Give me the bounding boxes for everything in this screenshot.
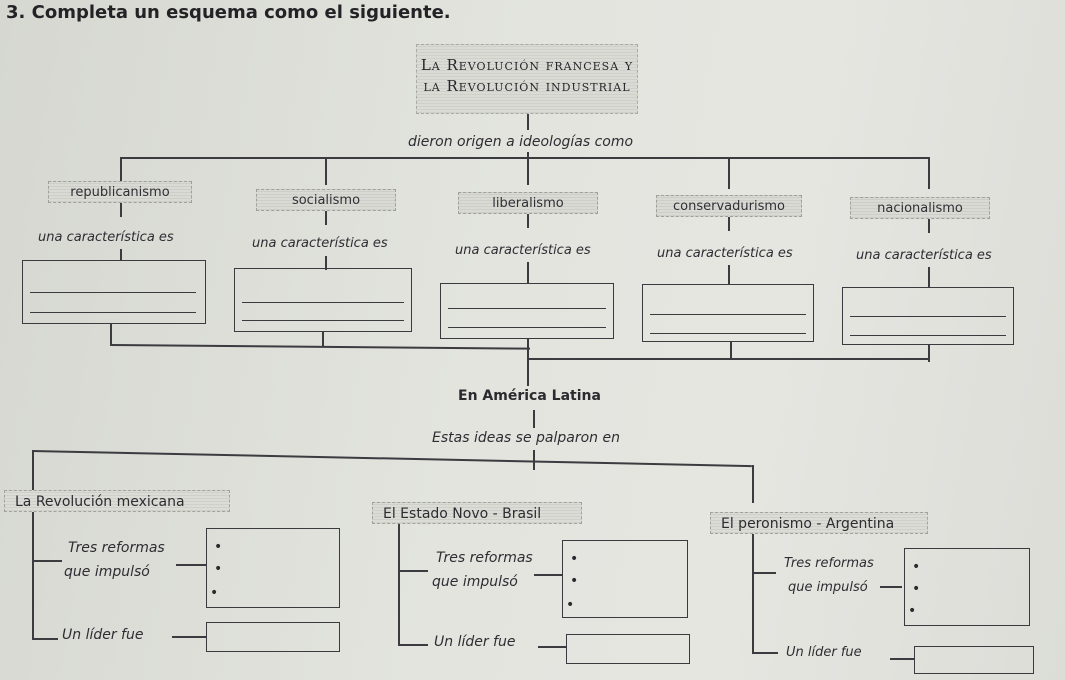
reforms-box-brasil[interactable] [562,540,688,618]
case-stem [398,524,400,644]
bullet-icon: • [912,559,921,575]
branch-drop [728,265,730,285]
merge-line [527,358,929,360]
write-line [30,312,196,313]
merge-line [322,331,324,347]
branch-drop [527,214,529,228]
branch-drop [928,219,930,233]
header-line-2: la Revolución industrial [423,77,631,95]
case-branch [538,646,566,648]
reforms-label-line2: que impulsó [64,564,150,580]
reforms-box-argentina[interactable] [904,548,1030,626]
branch-drop [325,211,327,225]
exercise-title: 3. Completa un esquema como el siguiente. [6,2,451,23]
branch-drop [752,465,754,503]
case-branch [534,574,562,576]
ideology-republicanismo: republicanismo [48,181,192,203]
case-branch [880,586,902,588]
bullet-icon: • [570,551,579,567]
latin-america-label: En América Latina [458,388,601,404]
write-line [850,316,1006,317]
connector-line [533,410,535,428]
reforms-label-line1: Tres reformas [68,540,165,556]
case-branch [752,652,778,654]
write-line [850,335,1006,336]
ideologies-connector-text: dieron origen a ideologías como [408,134,634,150]
ideology-caption: una característica es [252,236,388,251]
case-branch [32,560,62,562]
leader-label: Un líder fue [62,627,144,643]
write-line [650,314,806,315]
branch-drop [928,267,930,287]
write-line [448,308,606,309]
connector-line [527,114,529,130]
case-branch [398,570,428,572]
reforms-label-line1: Tres reformas [784,556,874,571]
merge-line [730,341,732,359]
write-line [242,302,404,303]
reforms-label-line2: que impulsó [432,574,518,590]
ideology-liberalismo: liberalismo [458,192,598,214]
ideology-socialismo: socialismo [256,189,396,211]
header-box [416,44,638,114]
ideology-caption: una característica es [657,246,793,261]
write-line [30,292,196,293]
branch-drop [527,262,529,284]
branch-drop [928,157,930,189]
leader-label: Un líder fue [434,634,516,650]
ideology-answer-box-socialismo[interactable] [234,268,412,332]
case-branch [172,636,206,638]
reforms-label-line1: Tres reformas [436,550,533,566]
bullet-icon: • [210,585,219,601]
ideology-answer-box-liberalismo[interactable] [440,283,614,339]
case-branch [32,638,58,640]
leader-box-brasil[interactable] [566,634,690,664]
write-line [448,327,606,328]
leader-label: Un líder fue [786,645,862,660]
reforms-box-mexico[interactable] [206,528,340,608]
ideology-caption: una característica es [38,230,174,245]
merge-line [527,338,529,386]
case-brasil: El Estado Novo - Brasil [372,502,582,524]
write-line [650,333,806,334]
bullet-icon: • [566,597,575,613]
ideology-conservadurismo: conservadurismo [656,195,802,217]
ideology-nacionalismo: nacionalismo [850,197,990,219]
ideologies-branch-line [120,157,929,159]
branch-drop [728,217,730,231]
ideology-caption: una característica es [455,243,591,258]
case-branch [890,658,914,660]
leader-box-argentina[interactable] [914,646,1034,674]
branch-drop [32,450,34,490]
reforms-label-line2: que impulsó [788,580,868,595]
branch-drop [527,157,529,185]
bullet-icon: • [214,561,223,577]
case-branch [176,564,206,566]
case-argentina: El peronismo - Argentina [710,512,928,534]
write-line [242,320,404,321]
case-stem [32,512,34,638]
bullet-icon: • [214,539,223,555]
ideology-caption: una característica es [856,248,992,263]
branch-drop [728,157,730,189]
bullet-icon: • [570,573,579,589]
branch-drop [325,157,327,185]
branch-drop [120,203,122,217]
latin-america-connector-text: Estas ideas se palparon en [432,430,620,446]
case-mexico: La Revolución mexicana [4,490,230,512]
case-branch [398,644,428,646]
leader-box-mexico[interactable] [206,622,340,652]
case-stem [752,534,754,652]
case-branch [752,572,776,574]
bullet-icon: • [912,581,921,597]
merge-line [110,323,112,345]
bullet-icon: • [908,603,917,619]
header-line-1: La Revolución francesa y [420,56,634,74]
